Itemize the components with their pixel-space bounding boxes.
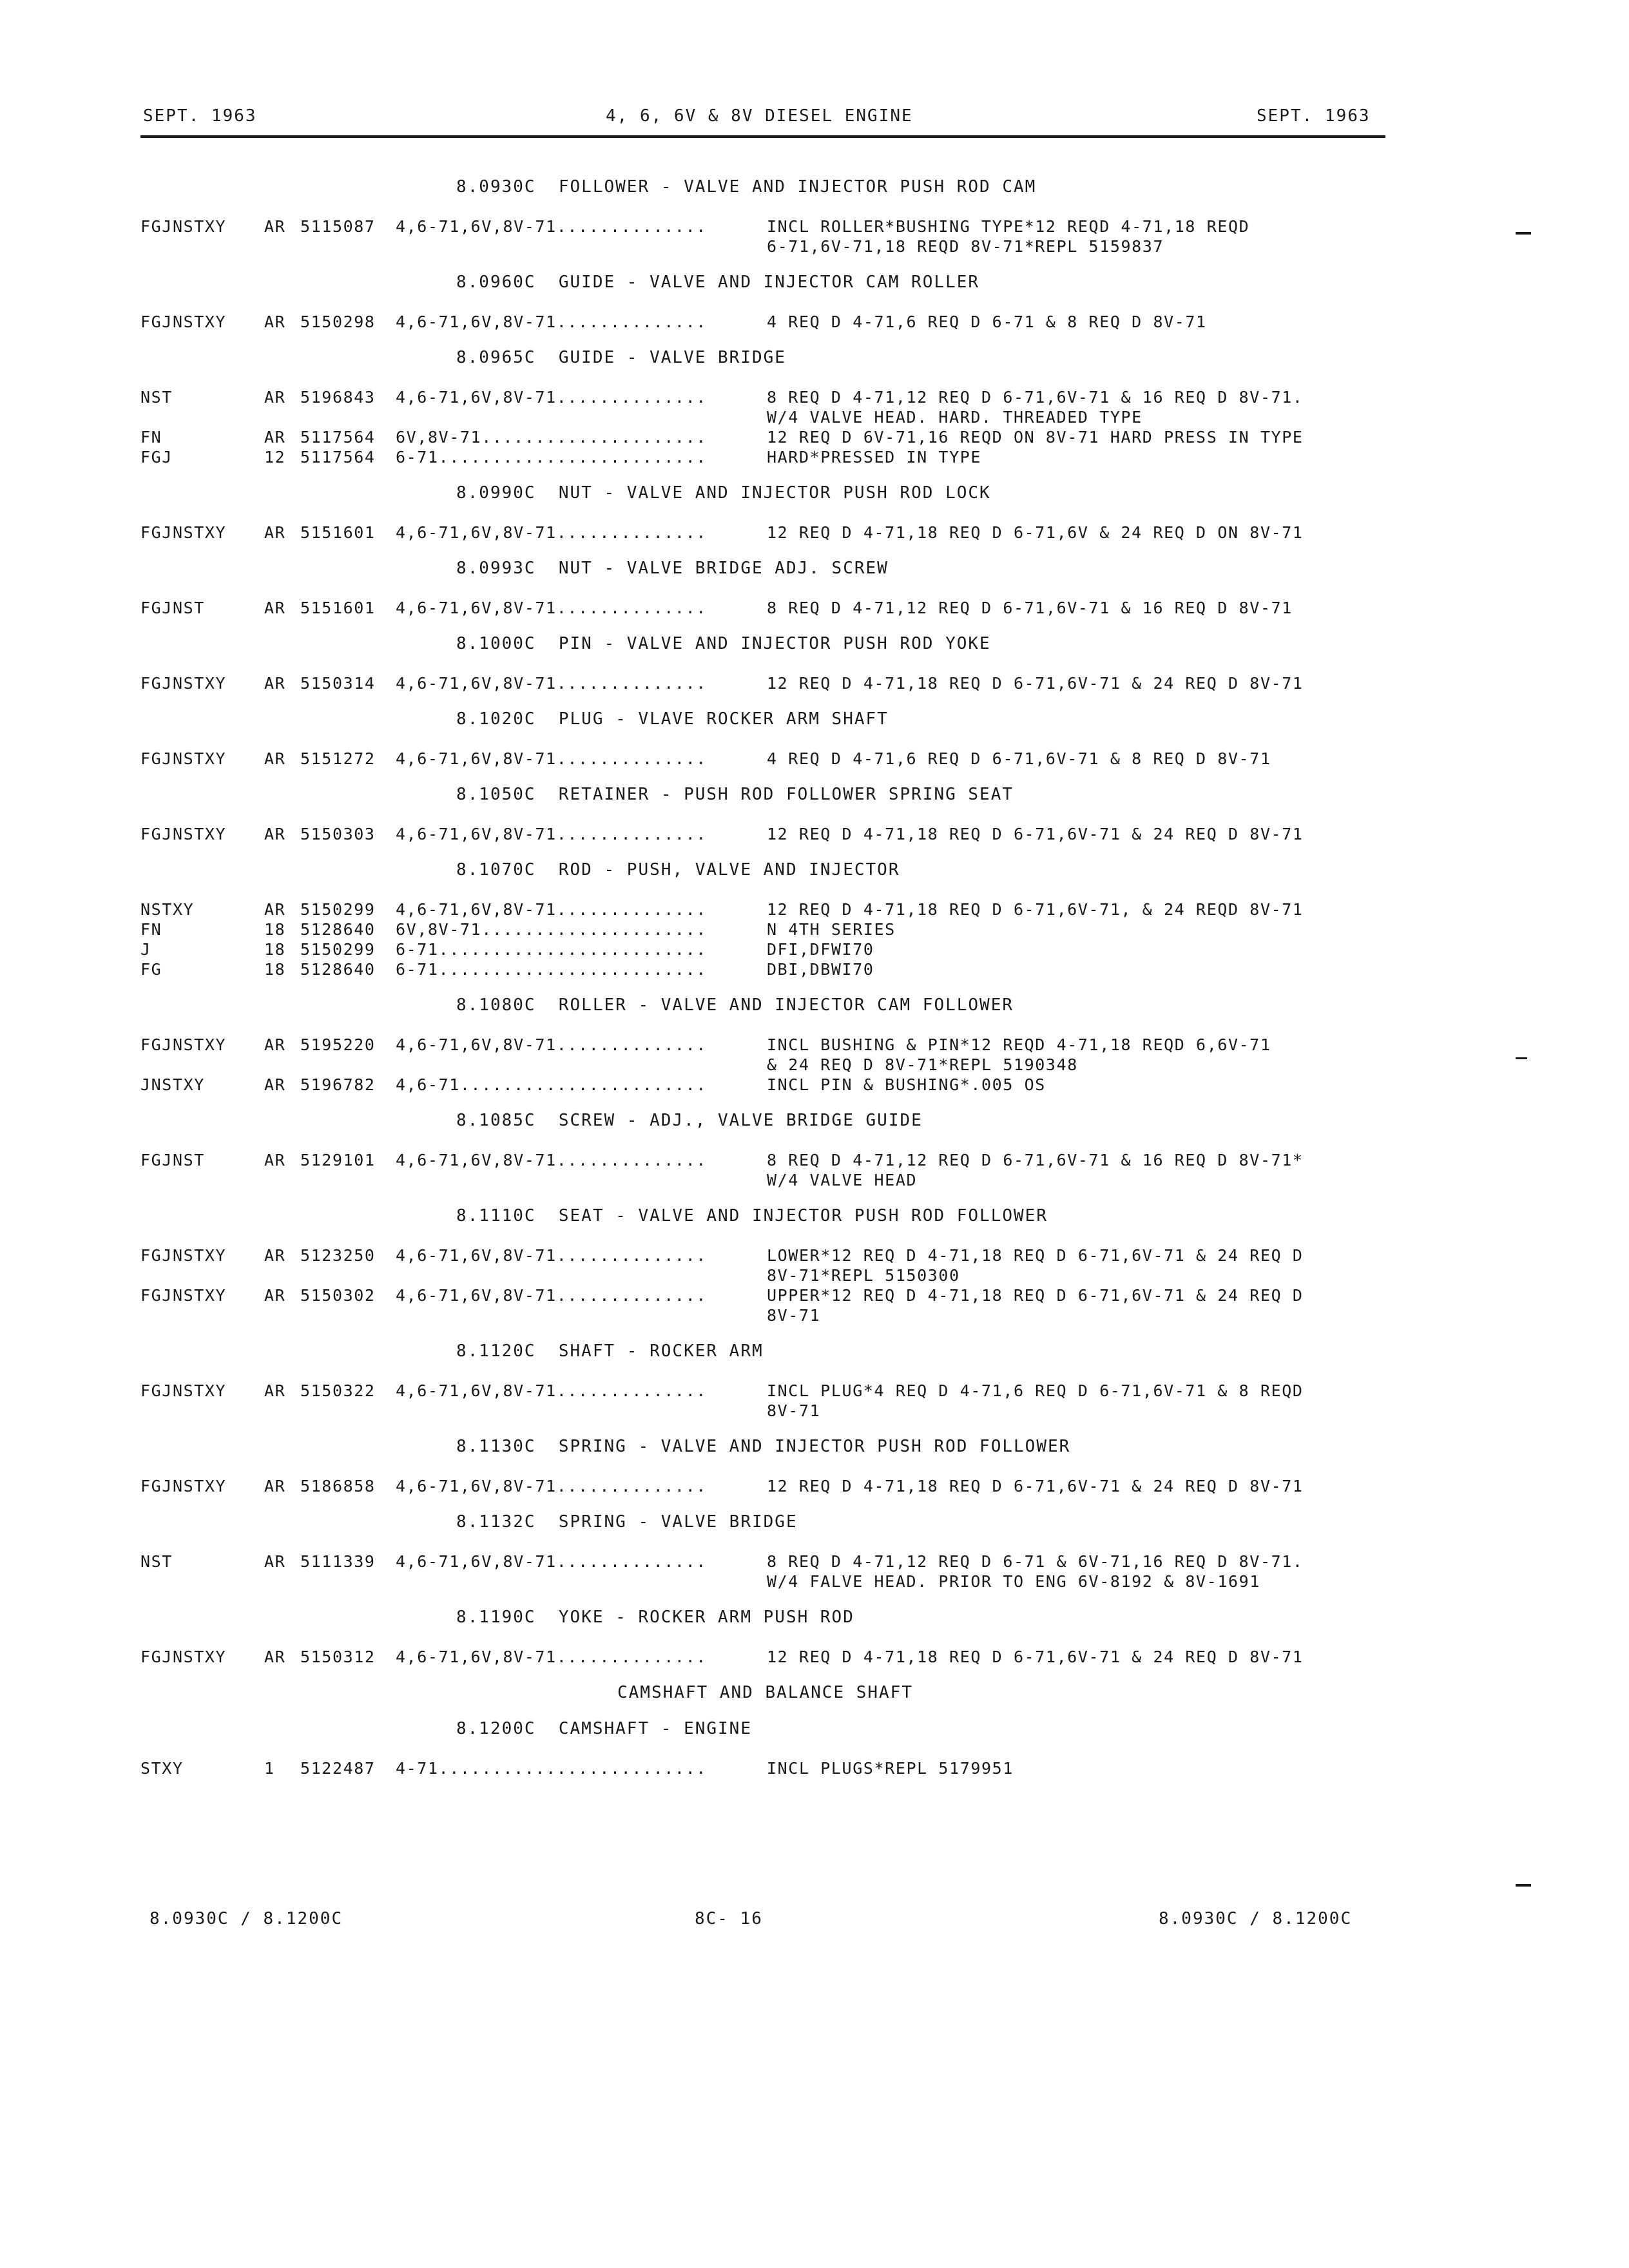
part-row <box>140 1381 1391 1401</box>
part-row <box>140 1075 1391 1095</box>
models-cell: J <box>140 940 151 959</box>
qty-cell: AR <box>264 1075 286 1094</box>
part-row <box>140 447 1391 467</box>
models-cell: STXY <box>140 1759 184 1778</box>
part-row <box>140 959 1391 979</box>
section-title: 8.1132C SPRING - VALVE BRIDGE <box>456 1512 798 1532</box>
qty-cell: AR <box>264 388 286 407</box>
part-row <box>140 427 1391 447</box>
part-number-cell: 5150302 <box>300 1286 376 1305</box>
description-cell: 4 REQ D 4-71,6 REQ D 6-71,6V-71 & 8 REQ D 8V-71 <box>767 749 1271 768</box>
application-cell: 4,6-71,6V,8V-71.............. <box>396 1035 707 1054</box>
part-row <box>140 824 1391 844</box>
section-title: 8.1120C SHAFT - ROCKER ARM <box>456 1341 764 1361</box>
part-row <box>140 1150 1391 1170</box>
description-cell: UPPER*12 REQ D 4-71,18 REQ D 6-71,6V-71 & 24 REQ D <box>767 1286 1304 1305</box>
parts-list <box>140 161 1391 1778</box>
description-cell: W/4 VALVE HEAD. HARD. THREADED TYPE <box>767 408 1142 427</box>
application-cell: 4,6-71,6V,8V-71.............. <box>396 825 707 843</box>
section-title: 8.0993C NUT - VALVE BRIDGE ADJ. SCREW <box>456 559 889 578</box>
part-number-cell: 5150299 <box>300 940 376 959</box>
description-cell: 12 REQ D 4-71,18 REQ D 6-71,6V-71 & 24 REQ D 8V-71 <box>767 674 1304 693</box>
application-cell: 6-71......................... <box>396 960 707 979</box>
models-cell: FGJNSTXY <box>140 523 227 542</box>
application-cell: 4,6-71,6V,8V-71.............. <box>396 1286 707 1305</box>
part-row <box>140 598 1391 618</box>
application-cell: 6V,8V-71..................... <box>396 428 707 447</box>
models-cell: NSTXY <box>140 900 195 919</box>
part-row <box>140 216 1391 236</box>
description-cell: 8 REQ D 4-71,12 REQ D 6-71 & 6V-71,16 REQ D 8V-71. <box>767 1552 1304 1571</box>
application-cell: 4,6-71,6V,8V-71.............. <box>396 1477 707 1495</box>
qty-cell: AR <box>264 900 286 919</box>
description-cell: 4 REQ D 4-71,6 REQ D 6-71 & 8 REQ D 8V-71 <box>767 312 1207 331</box>
qty-cell: AR <box>264 1035 286 1054</box>
part-row <box>140 1035 1391 1055</box>
description-cell: INCL PLUGS*REPL 5179951 <box>767 1759 1014 1778</box>
qty-cell: AR <box>264 1286 286 1305</box>
section-title: 8.1130C SPRING - VALVE AND INJECTOR PUSH ROD FOLLOWER <box>456 1437 1071 1456</box>
section-title: 8.1080C ROLLER - VALVE AND INJECTOR CAM FOLLOWER <box>456 995 1014 1015</box>
part-row <box>140 1245 1391 1265</box>
part-row <box>140 919 1391 939</box>
qty-cell: 18 <box>264 920 286 939</box>
part-number-cell: 5115087 <box>300 217 376 236</box>
description-cell: DBI,DBWI70 <box>767 960 874 979</box>
models-cell: NST <box>140 388 173 407</box>
section-title: 8.1050C RETAINER - PUSH ROD FOLLOWER SPRING SEAT <box>456 785 1014 804</box>
description-cell: W/4 FALVE HEAD. PRIOR TO ENG 6V-8192 & 8V-1691 <box>767 1572 1260 1591</box>
application-cell: 4,6-71,6V,8V-71.............. <box>396 1552 707 1571</box>
part-row <box>140 312 1391 332</box>
part-row <box>140 523 1391 543</box>
models-cell: FGJNST <box>140 599 205 617</box>
models-cell: FGJNSTXY <box>140 1035 227 1054</box>
footer-range-left: 8.0930C / 8.1200C <box>149 1909 343 1928</box>
qty-cell: AR <box>264 523 286 542</box>
part-number-cell: 5196782 <box>300 1075 376 1094</box>
models-cell: FGJNSTXY <box>140 1286 227 1305</box>
models-cell: FGJNSTXY <box>140 674 227 693</box>
part-number-cell: 5123250 <box>300 1246 376 1265</box>
qty-cell: AR <box>264 1552 286 1571</box>
part-number-cell: 5150312 <box>300 1648 376 1666</box>
qty-cell: 18 <box>264 940 286 959</box>
margin-mark <box>1516 1884 1531 1887</box>
models-cell: FGJNSTXY <box>140 1246 227 1265</box>
application-cell: 4,6-71,6V,8V-71.............. <box>396 599 707 617</box>
application-cell: 4,6-71,6V,8V-71.............. <box>396 749 707 768</box>
part-row <box>140 1758 1391 1778</box>
margin-mark <box>1516 1057 1527 1059</box>
models-cell: FGJNSTXY <box>140 312 227 331</box>
part-number-cell: 5151601 <box>300 523 376 542</box>
models-cell: FGJNSTXY <box>140 825 227 843</box>
part-number-cell: 5195220 <box>300 1035 376 1054</box>
description-cell: LOWER*12 REQ D 4-71,18 REQ D 6-71,6V-71 & 24 REQ D <box>767 1246 1304 1265</box>
part-number-cell: 5151601 <box>300 599 376 617</box>
application-cell: 4,6-71,6V,8V-71.............. <box>396 388 707 407</box>
qty-cell: AR <box>264 1246 286 1265</box>
application-cell: 4,6-71,6V,8V-71.............. <box>396 217 707 236</box>
application-cell: 4,6-71,6V,8V-71.............. <box>396 1246 707 1265</box>
description-cell: 12 REQ D 4-71,18 REQ D 6-71,6V-71 & 24 REQ D 8V-71 <box>767 1477 1304 1495</box>
qty-cell: AR <box>264 217 286 236</box>
models-cell: FN <box>140 428 162 447</box>
models-cell: FGJNSTXY <box>140 749 227 768</box>
part-number-cell: 5150314 <box>300 674 376 693</box>
part-number-cell: 5117564 <box>300 448 376 466</box>
header-date-left: SEPT. 1963 <box>143 106 257 126</box>
qty-cell: 12 <box>264 448 286 466</box>
footer-page-number: 8C- 16 <box>695 1909 763 1928</box>
application-cell: 4,6-71,6V,8V-71.............. <box>396 1648 707 1666</box>
description-cell: 12 REQ D 4-71,18 REQ D 6-71,6V & 24 REQ D ON 8V-71 <box>767 523 1304 542</box>
description-cell: INCL PIN & BUSHING*.005 OS <box>767 1075 1046 1094</box>
section-title: 8.1190C YOKE - ROCKER ARM PUSH ROD <box>456 1608 854 1627</box>
models-cell: FGJ <box>140 448 173 466</box>
part-number-cell: 5111339 <box>300 1552 376 1571</box>
application-cell: 6-71......................... <box>396 940 707 959</box>
part-row <box>140 1552 1391 1571</box>
description-cell: 12 REQ D 4-71,18 REQ D 6-71,6V-71 & 24 REQ D 8V-71 <box>767 825 1304 843</box>
models-cell: FGJNSTXY <box>140 217 227 236</box>
part-number-cell: 5186858 <box>300 1477 376 1495</box>
footer-range-right: 8.0930C / 8.1200C <box>1159 1909 1353 1928</box>
description-cell: HARD*PRESSED IN TYPE <box>767 448 982 466</box>
part-number-cell: 5196843 <box>300 388 376 407</box>
section-title: 8.0960C GUIDE - VALVE AND INJECTOR CAM ROLLER <box>456 273 980 292</box>
application-cell: 4,6-71,6V,8V-71.............. <box>396 900 707 919</box>
description-cell: & 24 REQ D 8V-71*REPL 5190348 <box>767 1055 1078 1074</box>
part-number-cell: 5122487 <box>300 1759 376 1778</box>
part-number-cell: 5151272 <box>300 749 376 768</box>
qty-cell: AR <box>264 428 286 447</box>
models-cell: FGJNSTXY <box>140 1477 227 1495</box>
description-cell: INCL ROLLER*BUSHING TYPE*12 REQD 4-71,18 REQD <box>767 217 1250 236</box>
part-row <box>140 1571 1391 1591</box>
qty-cell: 1 <box>264 1759 275 1778</box>
qty-cell: AR <box>264 599 286 617</box>
qty-cell: AR <box>264 825 286 843</box>
group-title: CAMSHAFT AND BALANCE SHAFT <box>617 1683 913 1702</box>
qty-cell: AR <box>264 1477 286 1495</box>
application-cell: 6-71......................... <box>396 448 707 466</box>
qty-cell: AR <box>264 674 286 693</box>
qty-cell: AR <box>264 1648 286 1666</box>
part-row <box>140 1170 1391 1190</box>
qty-cell: AR <box>264 1381 286 1400</box>
qty-cell: 18 <box>264 960 286 979</box>
application-cell: 4,6-71,6V,8V-71.............. <box>396 1151 707 1169</box>
part-number-cell: 5128640 <box>300 960 376 979</box>
section-title: 8.1110C SEAT - VALVE AND INJECTOR PUSH ROD FOLLOWER <box>456 1206 1048 1225</box>
description-cell: INCL PLUG*4 REQ D 4-71,6 REQ D 6-71,6V-71 & 8 REQD <box>767 1381 1304 1400</box>
description-cell: 8 REQ D 4-71,12 REQ D 6-71,6V-71 & 16 REQ D 8V-71 <box>767 599 1293 617</box>
part-row <box>140 1401 1391 1421</box>
part-number-cell: 5129101 <box>300 1151 376 1169</box>
description-cell: W/4 VALVE HEAD <box>767 1171 918 1189</box>
part-row <box>140 1476 1391 1496</box>
part-row <box>140 673 1391 693</box>
part-number-cell: 5150322 <box>300 1381 376 1400</box>
application-cell: 4,6-71,6V,8V-71.............. <box>396 312 707 331</box>
part-row <box>140 1055 1391 1075</box>
section-title: 8.1200C CAMSHAFT - ENGINE <box>456 1719 752 1738</box>
section-title: 8.1000C PIN - VALVE AND INJECTOR PUSH ROD YOKE <box>456 634 991 653</box>
models-cell: FN <box>140 920 162 939</box>
section-title: 8.0965C GUIDE - VALVE BRIDGE <box>456 348 786 367</box>
section-title: 8.1070C ROD - PUSH, VALVE AND INJECTOR <box>456 860 900 879</box>
application-cell: 4,6-71,6V,8V-71.............. <box>396 523 707 542</box>
part-number-cell: 5150299 <box>300 900 376 919</box>
part-number-cell: 5150298 <box>300 312 376 331</box>
section-title: 8.1020C PLUG - VLAVE ROCKER ARM SHAFT <box>456 709 889 729</box>
part-row <box>140 939 1391 959</box>
models-cell: FGJNSTXY <box>140 1648 227 1666</box>
header-date-right: SEPT. 1963 <box>1257 106 1371 126</box>
part-row <box>140 749 1391 769</box>
part-number-cell: 5117564 <box>300 428 376 447</box>
description-cell: 6-71,6V-71,18 REQD 8V-71*REPL 5159837 <box>767 237 1164 256</box>
description-cell: N 4TH SERIES <box>767 920 896 939</box>
description-cell: 8V-71 <box>767 1306 821 1325</box>
part-row <box>140 1265 1391 1285</box>
part-row <box>140 1285 1391 1305</box>
application-cell: 6V,8V-71..................... <box>396 920 707 939</box>
description-cell: 8 REQ D 4-71,12 REQ D 6-71,6V-71 & 16 REQ D 8V-71* <box>767 1151 1304 1169</box>
margin-mark <box>1516 232 1531 235</box>
models-cell: FG <box>140 960 162 979</box>
header-title: 4, 6, 6V & 8V DIESEL ENGINE <box>606 106 913 126</box>
section-title: 8.0990C NUT - VALVE AND INJECTOR PUSH ROD LOCK <box>456 483 991 503</box>
qty-cell: AR <box>264 1151 286 1169</box>
part-row <box>140 1305 1391 1325</box>
qty-cell: AR <box>264 312 286 331</box>
application-cell: 4,6-71,6V,8V-71.............. <box>396 1381 707 1400</box>
part-number-cell: 5128640 <box>300 920 376 939</box>
description-cell: 12 REQ D 6V-71,16 REQD ON 8V-71 HARD PRESS IN TYPE <box>767 428 1304 447</box>
description-cell: 8 REQ D 4-71,12 REQ D 6-71,6V-71 & 16 REQ D 8V-71. <box>767 388 1304 407</box>
description-cell: 8V-71 <box>767 1401 821 1420</box>
application-cell: 4,6-71,6V,8V-71.............. <box>396 674 707 693</box>
part-row <box>140 236 1391 256</box>
part-row <box>140 1647 1391 1667</box>
description-cell: DFI,DFWI70 <box>767 940 874 959</box>
models-cell: FGJNSTXY <box>140 1381 227 1400</box>
application-cell: 4-71......................... <box>396 1759 707 1778</box>
part-number-cell: 5150303 <box>300 825 376 843</box>
application-cell: 4,6-71....................... <box>396 1075 707 1094</box>
description-cell: 12 REQ D 4-71,18 REQ D 6-71,6V-71, & 24 REQD 8V-71 <box>767 900 1304 919</box>
description-cell: INCL BUSHING & PIN*12 REQD 4-71,18 REQD 6,6V-71 <box>767 1035 1271 1054</box>
description-cell: 12 REQ D 4-71,18 REQ D 6-71,6V-71 & 24 REQ D 8V-71 <box>767 1648 1304 1666</box>
description-cell: 8V-71*REPL 5150300 <box>767 1266 960 1285</box>
part-row <box>140 899 1391 919</box>
part-row <box>140 407 1391 427</box>
section-title: 8.1085C SCREW - ADJ., VALVE BRIDGE GUIDE <box>456 1111 923 1130</box>
qty-cell: AR <box>264 749 286 768</box>
models-cell: FGJNST <box>140 1151 205 1169</box>
part-row <box>140 387 1391 407</box>
models-cell: NST <box>140 1552 173 1571</box>
section-title: 8.0930C FOLLOWER - VALVE AND INJECTOR PUSH ROD CAM <box>456 177 1037 197</box>
models-cell: JNSTXY <box>140 1075 205 1094</box>
header-rule <box>140 135 1385 138</box>
